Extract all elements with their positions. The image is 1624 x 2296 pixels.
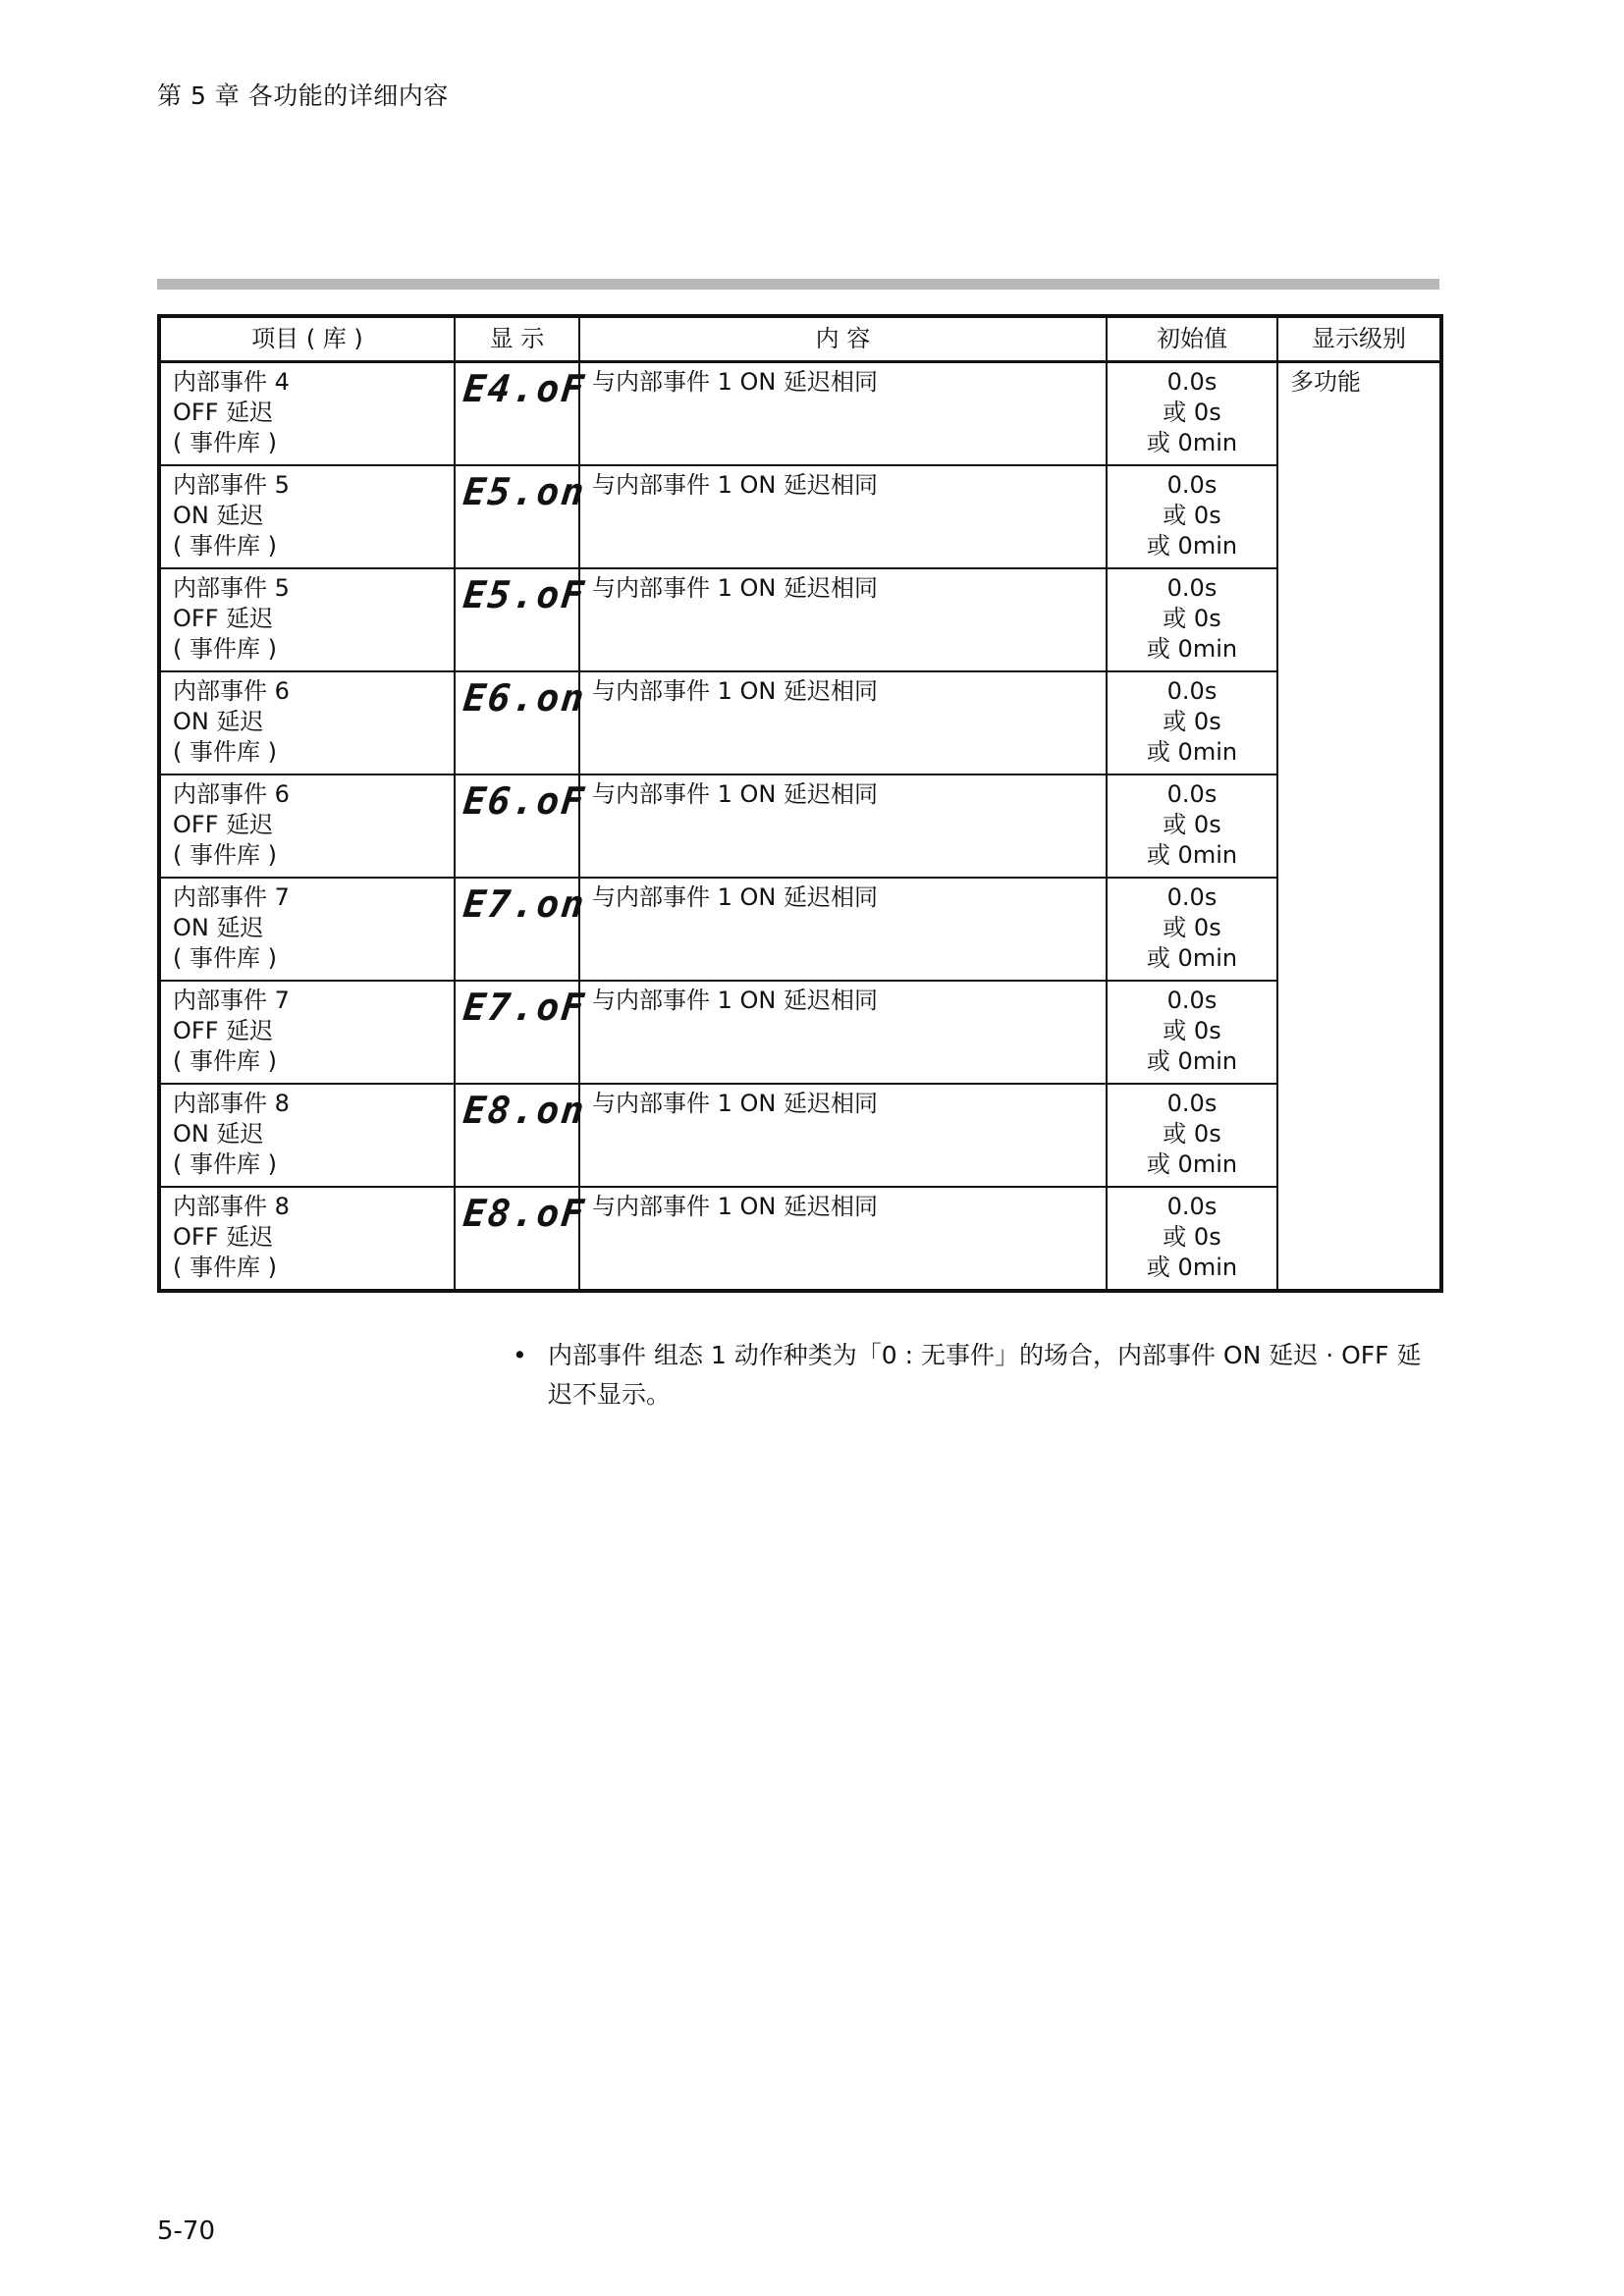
initial-value-line: 或 0s bbox=[1163, 1120, 1221, 1148]
initial-value-cell bbox=[1107, 362, 1277, 466]
item-name: 内部事件 8 bbox=[173, 1193, 290, 1220]
item-cell bbox=[159, 1084, 455, 1187]
table-row bbox=[159, 981, 1441, 1084]
item-type: OFF 延迟 bbox=[173, 605, 274, 632]
initial-value-line: 或 0s bbox=[1163, 399, 1221, 426]
initial-value-line: 或 0s bbox=[1163, 708, 1221, 735]
item-type: ON 延迟 bbox=[173, 1120, 264, 1148]
item-name: 内部事件 7 bbox=[173, 883, 290, 911]
initial-value-cell bbox=[1107, 671, 1277, 774]
item-type: OFF 延迟 bbox=[173, 811, 274, 838]
content-cell: 与内部事件 1 ON 延迟相同 bbox=[579, 465, 1107, 568]
initial-value-line: 0.0s bbox=[1166, 368, 1218, 396]
initial-value-line: 或 0min bbox=[1146, 635, 1238, 663]
segment-display-code: E5.oF bbox=[460, 573, 588, 616]
item-bank: ( 事件库 ) bbox=[173, 1254, 277, 1281]
column-header-display: 显 示 bbox=[455, 316, 579, 362]
initial-value-line: 0.0s bbox=[1166, 471, 1218, 499]
table-row bbox=[159, 774, 1441, 878]
initial-value-line: 或 0min bbox=[1146, 1150, 1238, 1178]
footnote-text: 内部事件 组态 1 动作种类为「0 : 无事件」的场合，内部事件 ON 延迟 · OFF 延迟不显示。 bbox=[548, 1341, 1422, 1409]
display-cell bbox=[455, 671, 588, 774]
initial-value-line: 或 0s bbox=[1163, 502, 1221, 529]
initial-value-line: 0.0s bbox=[1166, 780, 1218, 808]
item-cell bbox=[159, 671, 455, 774]
display-level-cell: 多功能 bbox=[1277, 362, 1441, 1292]
item-name: 内部事件 6 bbox=[173, 780, 290, 808]
content-cell: 与内部事件 1 ON 延迟相同 bbox=[579, 568, 1107, 671]
initial-value-cell bbox=[1107, 465, 1277, 568]
item-name: 内部事件 4 bbox=[173, 368, 290, 396]
segment-display-code: E8.on bbox=[460, 1089, 588, 1132]
display-cell bbox=[455, 465, 588, 568]
initial-value-line: 或 0min bbox=[1146, 944, 1238, 972]
initial-value-line: 或 0s bbox=[1163, 914, 1221, 941]
item-bank: ( 事件库 ) bbox=[173, 841, 277, 869]
display-cell bbox=[455, 1084, 588, 1187]
display-cell bbox=[455, 568, 588, 671]
segment-display-code: E7.on bbox=[460, 882, 588, 926]
table-row bbox=[159, 1084, 1441, 1187]
item-bank: ( 事件库 ) bbox=[173, 635, 277, 663]
section-divider bbox=[157, 279, 1439, 290]
parameter-table bbox=[157, 314, 1443, 1293]
item-name: 内部事件 5 bbox=[173, 574, 290, 602]
initial-value-line: 或 0min bbox=[1146, 429, 1238, 456]
initial-value-line: 或 0s bbox=[1163, 605, 1221, 632]
segment-display-code: E5.on bbox=[460, 470, 588, 513]
item-name: 内部事件 8 bbox=[173, 1090, 290, 1117]
content-cell: 与内部事件 1 ON 延迟相同 bbox=[579, 362, 1107, 466]
initial-value-line: 或 0s bbox=[1163, 1223, 1221, 1251]
initial-value-cell bbox=[1107, 981, 1277, 1084]
table-row bbox=[159, 1187, 1441, 1291]
item-name: 内部事件 5 bbox=[173, 471, 290, 499]
segment-display-code: E8.oF bbox=[460, 1192, 588, 1235]
segment-display-code: E6.oF bbox=[460, 779, 588, 823]
item-type: ON 延迟 bbox=[173, 914, 264, 941]
content-cell: 与内部事件 1 ON 延迟相同 bbox=[579, 878, 1107, 981]
initial-value-line: 0.0s bbox=[1166, 677, 1218, 705]
initial-value-line: 0.0s bbox=[1166, 1193, 1218, 1220]
column-header-item: 项目 ( 库 ) bbox=[159, 316, 455, 362]
page-number: 5-70 bbox=[157, 2216, 216, 2246]
item-bank: ( 事件库 ) bbox=[173, 1047, 277, 1075]
item-cell bbox=[159, 465, 455, 568]
item-bank: ( 事件库 ) bbox=[173, 429, 277, 456]
table-header-row bbox=[159, 316, 1441, 362]
table-row bbox=[159, 465, 1441, 568]
item-name: 内部事件 7 bbox=[173, 987, 290, 1014]
item-bank: ( 事件库 ) bbox=[173, 1150, 277, 1178]
table-row bbox=[159, 878, 1441, 981]
display-cell bbox=[455, 1187, 588, 1291]
item-type: OFF 延迟 bbox=[173, 1223, 274, 1251]
item-bank: ( 事件库 ) bbox=[173, 738, 277, 766]
column-header-initial-value: 初始值 bbox=[1107, 316, 1277, 362]
initial-value-cell bbox=[1107, 878, 1277, 981]
initial-value-line: 或 0min bbox=[1146, 532, 1238, 560]
initial-value-line: 0.0s bbox=[1166, 574, 1218, 602]
footnote bbox=[513, 1336, 1445, 1415]
table-row bbox=[159, 362, 1441, 466]
item-cell bbox=[159, 1187, 455, 1291]
table-row bbox=[159, 568, 1441, 671]
item-type: OFF 延迟 bbox=[173, 399, 274, 426]
display-cell bbox=[455, 878, 588, 981]
content-cell: 与内部事件 1 ON 延迟相同 bbox=[579, 671, 1107, 774]
initial-value-line: 0.0s bbox=[1166, 987, 1218, 1014]
initial-value-line: 或 0s bbox=[1163, 811, 1221, 838]
initial-value-line: 0.0s bbox=[1166, 1090, 1218, 1117]
item-bank: ( 事件库 ) bbox=[173, 944, 277, 972]
display-cell bbox=[455, 981, 588, 1084]
initial-value-line: 或 0s bbox=[1163, 1017, 1221, 1044]
table-row bbox=[159, 671, 1441, 774]
chapter-title: 第 5 章 各功能的详细内容 bbox=[157, 81, 449, 110]
content-cell: 与内部事件 1 ON 延迟相同 bbox=[579, 1084, 1107, 1187]
initial-value-cell bbox=[1107, 568, 1277, 671]
content-cell: 与内部事件 1 ON 延迟相同 bbox=[579, 981, 1107, 1084]
content-cell: 与内部事件 1 ON 延迟相同 bbox=[579, 1187, 1107, 1291]
content-cell: 与内部事件 1 ON 延迟相同 bbox=[579, 774, 1107, 878]
initial-value-cell bbox=[1107, 1084, 1277, 1187]
initial-value-line: 0.0s bbox=[1166, 883, 1218, 911]
item-type: ON 延迟 bbox=[173, 502, 264, 529]
display-cell bbox=[455, 774, 588, 878]
item-type: ON 延迟 bbox=[173, 708, 264, 735]
column-header-display-level: 显示级别 bbox=[1277, 316, 1441, 362]
initial-value-cell bbox=[1107, 774, 1277, 878]
item-bank: ( 事件库 ) bbox=[173, 532, 277, 560]
segment-display-code: E4.oF bbox=[460, 367, 588, 410]
initial-value-line: 或 0min bbox=[1146, 738, 1238, 766]
item-cell bbox=[159, 362, 455, 466]
item-cell bbox=[159, 878, 455, 981]
initial-value-line: 或 0min bbox=[1146, 841, 1238, 869]
item-cell bbox=[159, 568, 455, 671]
segment-display-code: E6.on bbox=[460, 676, 588, 720]
display-cell bbox=[455, 362, 588, 466]
initial-value-line: 或 0min bbox=[1146, 1047, 1238, 1075]
initial-value-cell bbox=[1107, 1187, 1277, 1291]
initial-value-line: 或 0min bbox=[1146, 1254, 1238, 1281]
item-cell bbox=[159, 981, 455, 1084]
item-name: 内部事件 6 bbox=[173, 677, 290, 705]
item-type: OFF 延迟 bbox=[173, 1017, 274, 1044]
column-header-content: 内 容 bbox=[579, 316, 1107, 362]
segment-display-code: E7.oF bbox=[460, 986, 588, 1029]
bullet-icon: • bbox=[513, 1341, 527, 1369]
item-cell bbox=[159, 774, 455, 878]
